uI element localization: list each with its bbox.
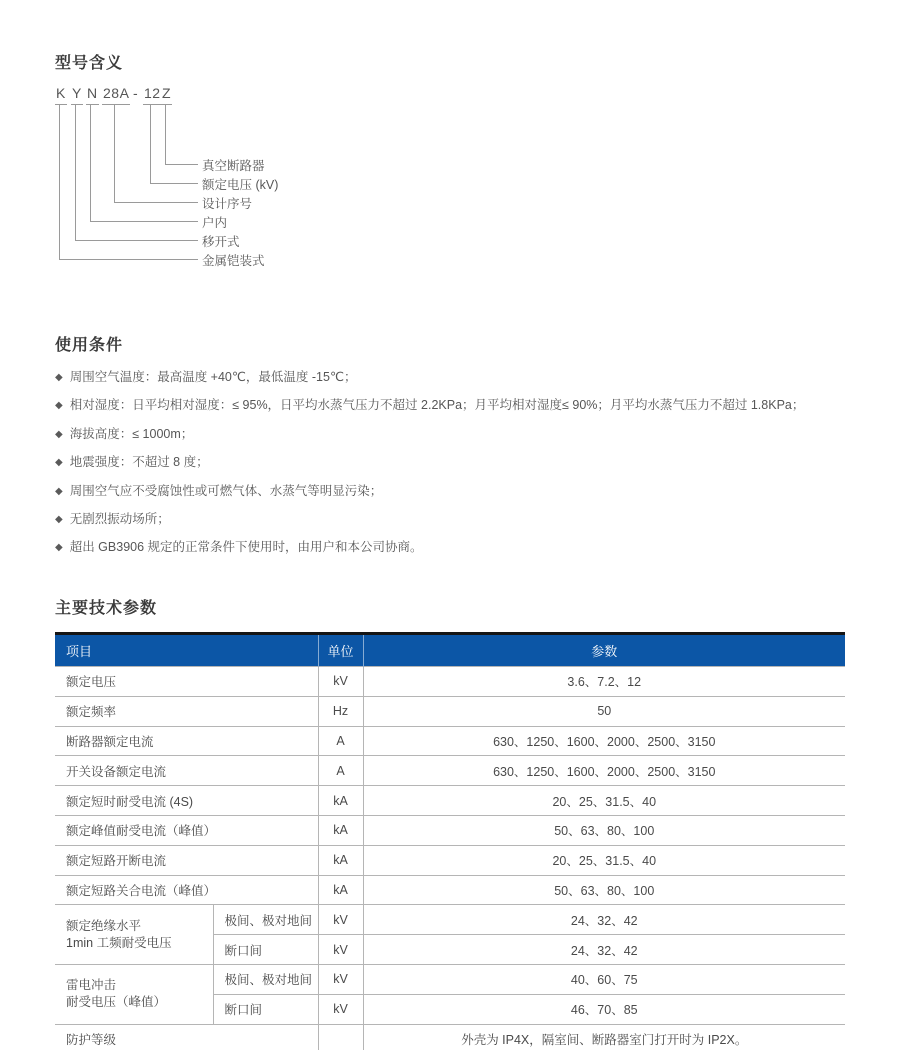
code-part-28a: 28A [102, 85, 130, 105]
diamond-bullet-icon: ◆ [55, 428, 63, 440]
table-row [55, 696, 845, 726]
list-item [55, 478, 875, 506]
spec-value-cell: 24、32、42 [363, 935, 845, 965]
table-row [55, 786, 845, 816]
table-row [55, 726, 845, 756]
model-designation-diagram [55, 85, 435, 280]
table-row [55, 756, 845, 786]
spec-sub-cell: 极间、极对地间 [213, 905, 318, 935]
spec-sub-cell: 极间、极对地间 [213, 964, 318, 994]
code-part-dash: - [133, 85, 139, 101]
diamond-bullet-icon: ◆ [55, 542, 63, 554]
conditions-section-title: 使用条件 [55, 337, 124, 354]
code-part-n: N [86, 85, 99, 105]
spec-sub-cell: 断口间 [213, 994, 318, 1024]
spec-unit-cell: kV [318, 994, 363, 1024]
spec-item-cell: 额定短时耐受电流 (4S) [55, 786, 318, 816]
table-row [55, 815, 845, 845]
spec-value-cell: 3.6、7.2、12 [363, 667, 845, 697]
spec-item-line1: 额定绝缘水平 [66, 918, 142, 933]
spec-item-cell: 防护等级 [55, 1024, 318, 1050]
condition-text: 周围空气温度：最高温度 +40℃，最低温度 -15℃； [69, 370, 357, 384]
condition-text: 地震强度：不超过 8 度； [69, 455, 209, 470]
spec-item-cell: 开关设备额定电流 [55, 756, 318, 786]
model-section-title: 型号含义 [55, 55, 124, 72]
table-row [55, 964, 845, 994]
spec-value-cell: 630、1250、1600、2000、2500、3150 [363, 726, 845, 756]
spec-value-cell: 50、63、80、100 [363, 815, 845, 845]
diagram-label-metal-clad: 金属铠装式 [202, 254, 265, 268]
specs-table [55, 632, 845, 1050]
spec-item-cell-merged [55, 905, 213, 965]
spec-value-cell: 50 [363, 696, 845, 726]
diamond-bullet-icon: ◆ [55, 485, 63, 497]
spec-unit-cell: kA [318, 786, 363, 816]
spec-unit-cell: kV [318, 667, 363, 697]
diagram-label-design-serial: 设计序号 [202, 197, 253, 211]
spec-value-cell: 630、1250、1600、2000、2500、3150 [363, 756, 845, 786]
header-cell-unit: 单位 [318, 634, 363, 667]
table-header-row [55, 634, 845, 667]
spec-item-line1: 雷电冲击 [66, 978, 117, 993]
diagram-label-indoor: 户内 [202, 216, 228, 230]
spec-unit-cell: kA [318, 815, 363, 845]
list-item [55, 421, 875, 449]
header-cell-item: 项目 [55, 634, 318, 667]
spec-item-cell: 额定频率 [55, 696, 318, 726]
table-row [55, 667, 845, 697]
spec-item-line2: 耐受电压（峰值） [66, 995, 167, 1010]
condition-text: 相对湿度：日平均相对湿度：≤ 95%，日平均水蒸气压力不超过 2.2KPa；月平均相对湿度≤ 90%；月平均水蒸气压力不超过 1.8KPa； [69, 398, 805, 413]
diamond-bullet-icon: ◆ [55, 514, 63, 526]
spec-value-cell: 外壳为 IP4X，隔室间、断路器室门打开时为 IP2X。 [363, 1024, 845, 1050]
condition-text: 海拔高度：≤ 1000m； [69, 426, 194, 441]
header-cell-value: 参数 [363, 634, 845, 667]
spec-item-cell-merged [55, 964, 213, 1024]
spec-unit-cell: A [318, 726, 363, 756]
spec-value-cell: 24、32、42 [363, 905, 845, 935]
code-part-y: Y [71, 85, 83, 105]
diamond-bullet-icon: ◆ [55, 372, 63, 383]
spec-unit-cell: Hz [318, 696, 363, 726]
table-row [55, 845, 845, 875]
condition-text: 超出 GB3906 规定的正常条件下使用时，由用户和本公司协商。 [69, 540, 423, 555]
spec-unit-cell: kV [318, 964, 363, 994]
spec-item-cell: 额定峰值耐受电流（峰值） [55, 815, 318, 845]
table-row [55, 905, 845, 935]
spec-value-cell: 50、63、80、100 [363, 875, 845, 905]
spec-value-cell: 40、60、75 [363, 964, 845, 994]
diagram-label-withdrawable: 移开式 [202, 235, 240, 249]
code-part-12: 12 [143, 85, 162, 105]
spec-unit-cell: kV [318, 935, 363, 965]
list-item [55, 534, 875, 562]
diagram-label-rated-voltage: 额定电压 (kV) [202, 178, 279, 192]
condition-text: 周围空气应不受腐蚀性或可燃气体、水蒸气等明显污染； [69, 483, 383, 498]
list-item [55, 364, 875, 392]
code-part-z: Z [161, 85, 172, 105]
spec-unit-cell: kA [318, 875, 363, 905]
spec-item-cell: 额定短路开断电流 [55, 845, 318, 875]
spec-item-cell: 额定电压 [55, 667, 318, 697]
code-part-k: K [55, 85, 67, 105]
diamond-bullet-icon: ◆ [55, 400, 63, 412]
spec-value-cell: 20、25、31.5、40 [363, 786, 845, 816]
diamond-bullet-icon: ◆ [55, 457, 63, 469]
specs-section-title: 主要技术参数 [55, 600, 158, 617]
connector-line-k [59, 105, 198, 260]
spec-unit-cell: kV [318, 905, 363, 935]
spec-unit-cell: kA [318, 845, 363, 875]
list-item [55, 506, 875, 534]
diagram-label-vacuum-breaker: 真空断路器 [202, 159, 265, 173]
spec-value-cell: 46、70、85 [363, 994, 845, 1024]
spec-item-line2: 1min 工频耐受电压 [66, 935, 172, 950]
condition-text: 无剧烈振动场所； [69, 512, 170, 527]
spec-sub-cell: 断口间 [213, 935, 318, 965]
list-item [55, 392, 875, 420]
conditions-list [55, 364, 875, 563]
spec-unit-cell [318, 1024, 363, 1050]
list-item [55, 449, 875, 477]
spec-item-cell: 断路器额定电流 [55, 726, 318, 756]
table-row [55, 1024, 845, 1050]
table-row [55, 875, 845, 905]
spec-unit-cell: A [318, 756, 363, 786]
spec-item-cell: 额定短路关合电流（峰值） [55, 875, 318, 905]
spec-value-cell: 20、25、31.5、40 [363, 845, 845, 875]
